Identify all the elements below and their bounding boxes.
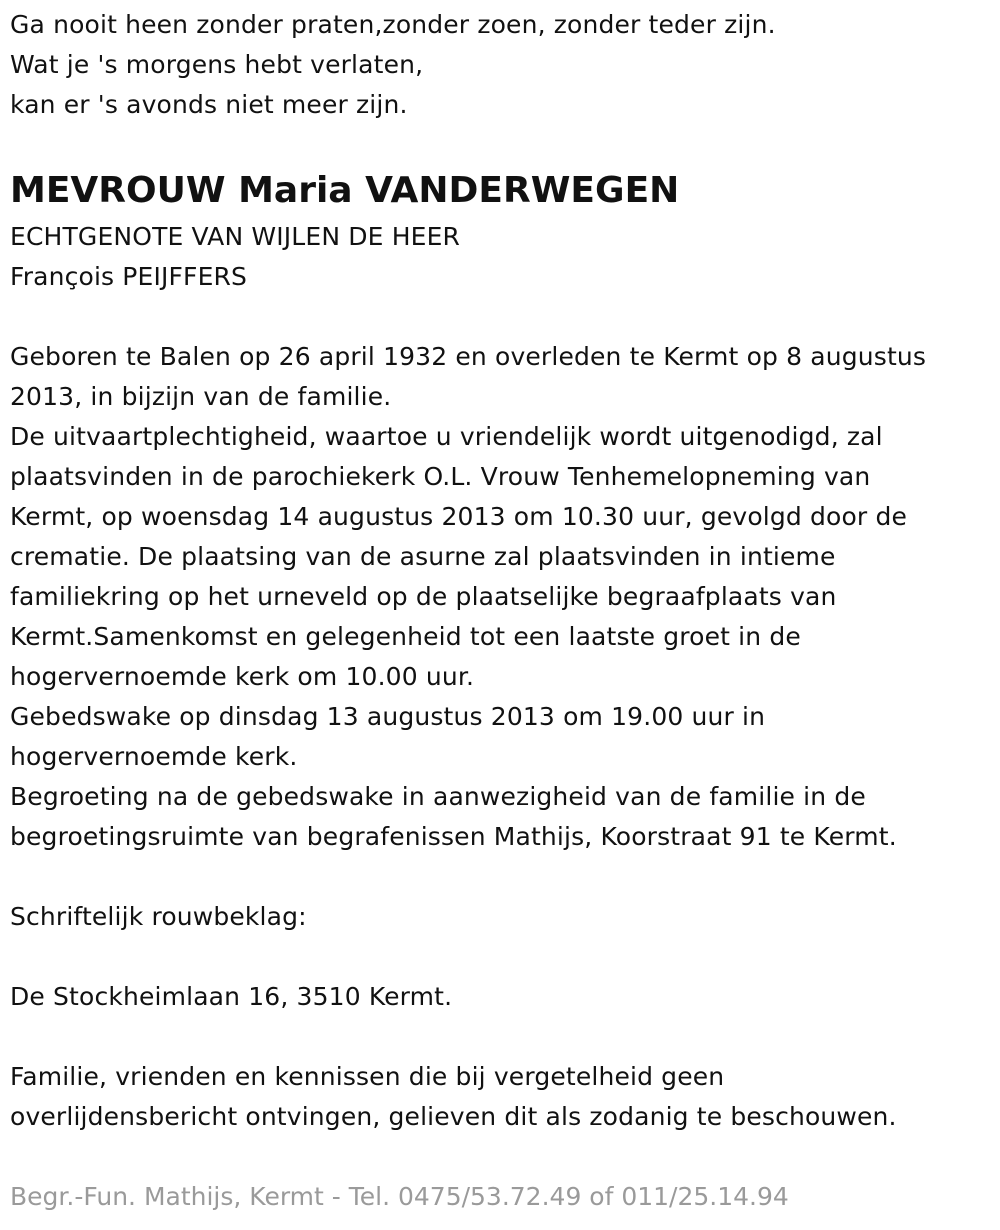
body-line: De uitvaartplechtigheid, waartoe u vriendelijk wordt uitgenodigd, zal [10,422,883,451]
body-line: 2013, in bijzijn van de familie. [10,382,392,411]
notice-line: overlijdensbericht ontvingen, gelieven dit als zodanig te beschouwen. [10,1102,897,1131]
deceased-name: MEVROUW Maria VANDERWEGEN [10,170,680,211]
condolence-address: De Stockheimlaan 16, 3510 Kermt. [10,982,453,1011]
body-line: Begroeting na de gebedswake in aanwezigheid van de familie in de [10,782,866,811]
body-line: familiekring op het urneveld op de plaatselijke begraafplaats van [10,582,837,611]
body-line: hogervernoemde kerk om 10.00 uur. [10,662,475,691]
spacer [10,937,985,977]
body-line: begroetingsruimte van begrafenissen Mathijs, Koorstraat 91 te Kermt. [10,822,897,851]
body-text [10,337,985,857]
poem-line: Ga nooit heen zonder praten,zonder zoen, zonder teder zijn. [10,10,776,39]
body-line: plaatsvinden in de parochiekerk O.L. Vrouw Tenhemelopneming van [10,462,871,491]
body-line: Kermt, op woensdag 14 augustus 2013 om 10.30 uur, gevolgd door de [10,502,908,531]
poem-line: Wat je 's morgens hebt verlaten, [10,50,424,79]
body-line: Kermt.Samenkomst en gelegenheid tot een laatste groet in de [10,622,801,651]
body-line: crematie. De plaatsing van de asurne zal plaatsvinden in intieme [10,542,836,571]
spacer [10,1017,985,1057]
condolence-label: Schriftelijk rouwbeklag: [10,902,307,931]
funeral-home-footer: Begr.-Fun. Mathijs, Kermt - Tel. 0475/53.72.49 of 011/25.14.94 [10,1182,789,1211]
body-line: Gebedswake op dinsdag 13 augustus 2013 om 19.00 uur in [10,702,766,731]
body-line: hogervernoemde kerk. [10,742,298,771]
relation-line: ECHTGENOTE VAN WIJLEN DE HEER [10,222,461,251]
spacer [10,297,985,337]
notice-line: Familie, vrienden en kennissen die bij vergetelheid geen [10,1062,725,1091]
poem-line: kan er 's avonds niet meer zijn. [10,90,408,119]
poem-block [10,5,985,125]
obituary-document [10,5,985,1217]
notice-block [10,1057,985,1137]
spouse-name: François PEIJFFERS [10,262,248,291]
spacer [10,857,985,897]
body-line: Geboren te Balen op 26 april 1932 en overleden te Kermt op 8 augustus [10,342,927,371]
